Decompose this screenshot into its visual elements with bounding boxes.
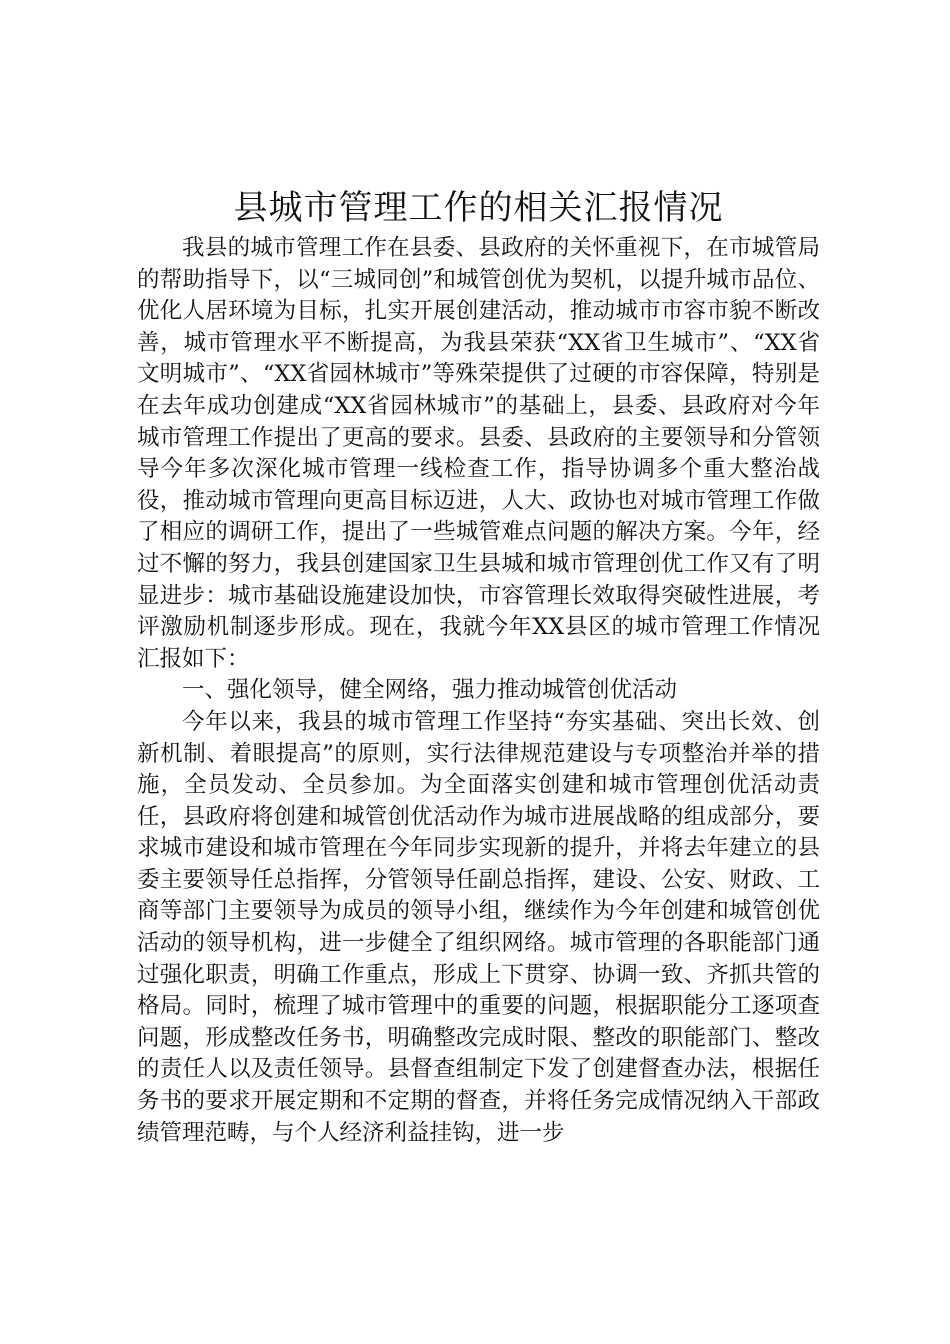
document-title: 县城市管理工作的相关汇报情况	[233, 188, 724, 228]
section-1-paragraph: 今年以来，我县的城市管理工作坚持“夯实基础、突出长效、创新机制、着眼提高”的原则，实行法律规范建设与专项整治并举的措施，全员发动、全员参加。为全面落实创建和城市管理创优活动责任，县政府将创建和城管创优活动作为城市进展战略的组成部分，要求城市建设和城市管理在今年同步实现新的提升，并将去年建立的县委主要领导任总指挥，分管领导任副总指挥，建设、公安、财政、工商等部门主要领导为成员的领导小组，继续作为今年创建和城管创优活动的领导机构，进一步健全了组织网络。城市管理的各职能部门通过强化职责，明确工作重点，形成上下贯穿、协调一致、齐抓共管的格局。同时，梳理了城市管理中的重要的问题，根据职能分工逐项查问题，形成整改任务书，明确整改完成时限、整改的职能部门、整改的责任人以及责任领导。县督查组制定下发了创建督查办法，根据任务书的要求开展定期和不定期的督查，并将任务完成情况纳入干部政绩管理范畴，与个人经济利益挂钩，进一步	[137, 708, 820, 1146]
section-heading-1: 一、强化领导，健全网络，强力推动城管创优活动	[182, 677, 678, 704]
document-body	[137, 183, 820, 1149]
intro-paragraph: 我县的城市管理工作在县委、县政府的关怀重视下，在市城管局的帮助指导下，以“三城同创”和城管创优为契机，以提升城市品位、优化人居环境为目标，扎实开展创建活动，推动城市市容市貌不断改善，城市管理水平不断提高，为我县荣获“XX省卫生城市”、“XX省文明城市”、“XX省园林城市”等殊荣提供了过硬的市容保障，特别是在去年成功创建成“XX省园林城市”的基础上，县委、县政府对今年城市管理工作提出了更高的要求。县委、县政府的主要领导和分管领导今年多次深化城市管理一线检查工作，指导协调多个重大整治战役，推动城市管理向更高目标迈进，人大、政协也对城市管理工作做了相应的调研工作，提出了一些城管难点问题的解决方案。今年，经过不懈的努力，我县创建国家卫生县城和城市管理创优工作又有了明显进步：城市基础设施建设加快，市容管理长效取得突破性进展，考评激励机制逐步形成。现在，我就今年XX县区的城市管理工作情况汇报如下：	[137, 235, 820, 672]
